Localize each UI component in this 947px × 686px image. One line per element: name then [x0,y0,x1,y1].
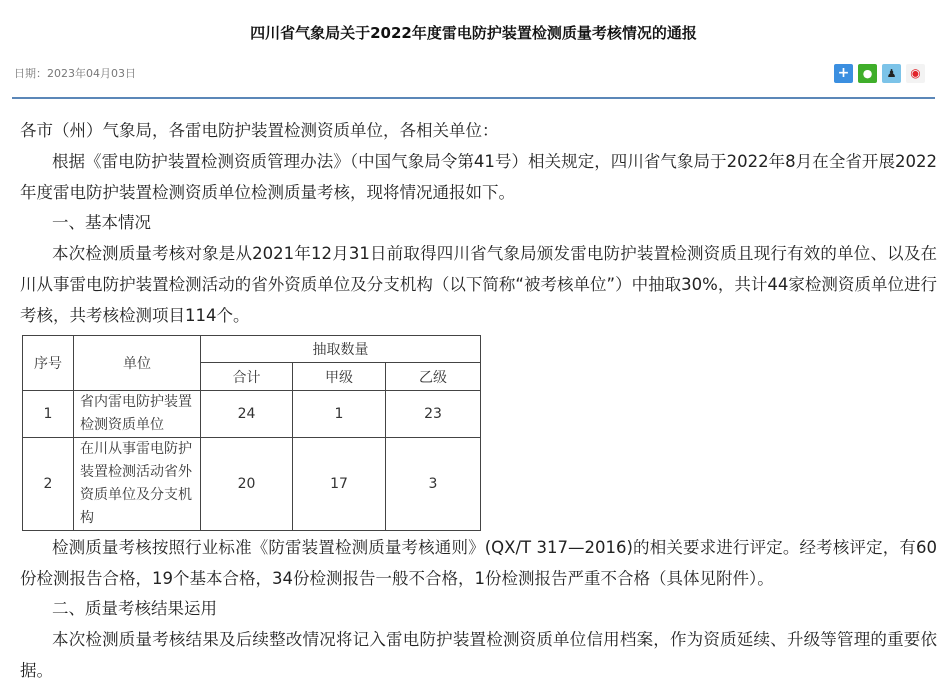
cell-no: 1 [23,391,74,438]
header-a: 甲级 [293,363,386,391]
cell-b: 23 [386,391,481,438]
salutation: 各市（州）气象局，各雷电防护装置检测资质单位，各相关单位： [20,121,499,140]
cell-a: 1 [293,391,386,438]
header-unit: 单位 [74,336,201,391]
header-b: 乙级 [386,363,481,391]
page-title: 四川省气象局关于2022年度雷电防护装置检测质量考核情况的通报 [250,24,697,42]
cell-total: 20 [201,438,293,531]
sample-table [22,335,481,531]
share-bar [834,64,925,83]
divider [12,97,935,99]
cell-unit: 在川从事雷电防护装置检测活动省外资质单位及分支机构 [74,438,201,531]
section-heading-1: 一、基本情况 [52,213,151,232]
header-total: 合计 [201,363,293,391]
share-plus-icon[interactable]: + [834,64,853,83]
paragraph-evaluation: 检测质量考核按照行业标准《防雷装置检测质量考核通则》(QX/T 317—2016)的相关要求进行评定。经考核评定，有60份检测报告合格，19个基本合格，34份检测报告一般不合格，1份检测报告严重不合格（具体见附件）。 [20,538,937,588]
cell-a: 17 [293,438,386,531]
weibo-icon[interactable]: ◉ [906,64,925,83]
cell-no: 2 [23,438,74,531]
cell-unit: 省内雷电防护装置检测资质单位 [74,391,201,438]
table-row [23,438,481,531]
cell-b: 3 [386,438,481,531]
header-sample: 抽取数量 [201,336,481,363]
section-heading-2: 二、质量考核结果运用 [52,599,217,618]
table-row [23,391,481,438]
paragraph-usage: 本次检测质量考核结果及后续整改情况将记入雷电防护装置检测资质单位信用档案，作为资质延续、升级等管理的重要依据。 [20,630,937,680]
wechat-icon[interactable]: ● [858,64,877,83]
paragraph-basic: 本次检测质量考核对象是从2021年12月31日前取得四川省气象局颁发雷电防护装置检测资质且现行有效的单位、以及在川从事雷电防护装置检测活动的省外资质单位及分支机构（以下简称“被考核单位”）中抽取30%，共计44家检测资质单位进行考核，共考核检测项目114个。 [20,244,937,325]
publish-date: 日期：2023年04月03日 [14,67,136,80]
paragraph-intro: 根据《雷电防护装置检测资质管理办法》（中国气象局令第41号）相关规定，四川省气象局于2022年8月在全省开展2022年度雷电防护装置检测资质单位检测质量考核，现将情况通报如下。 [20,152,937,202]
qq-icon[interactable]: ♟ [882,64,901,83]
cell-total: 24 [201,391,293,438]
header-no: 序号 [23,336,74,391]
